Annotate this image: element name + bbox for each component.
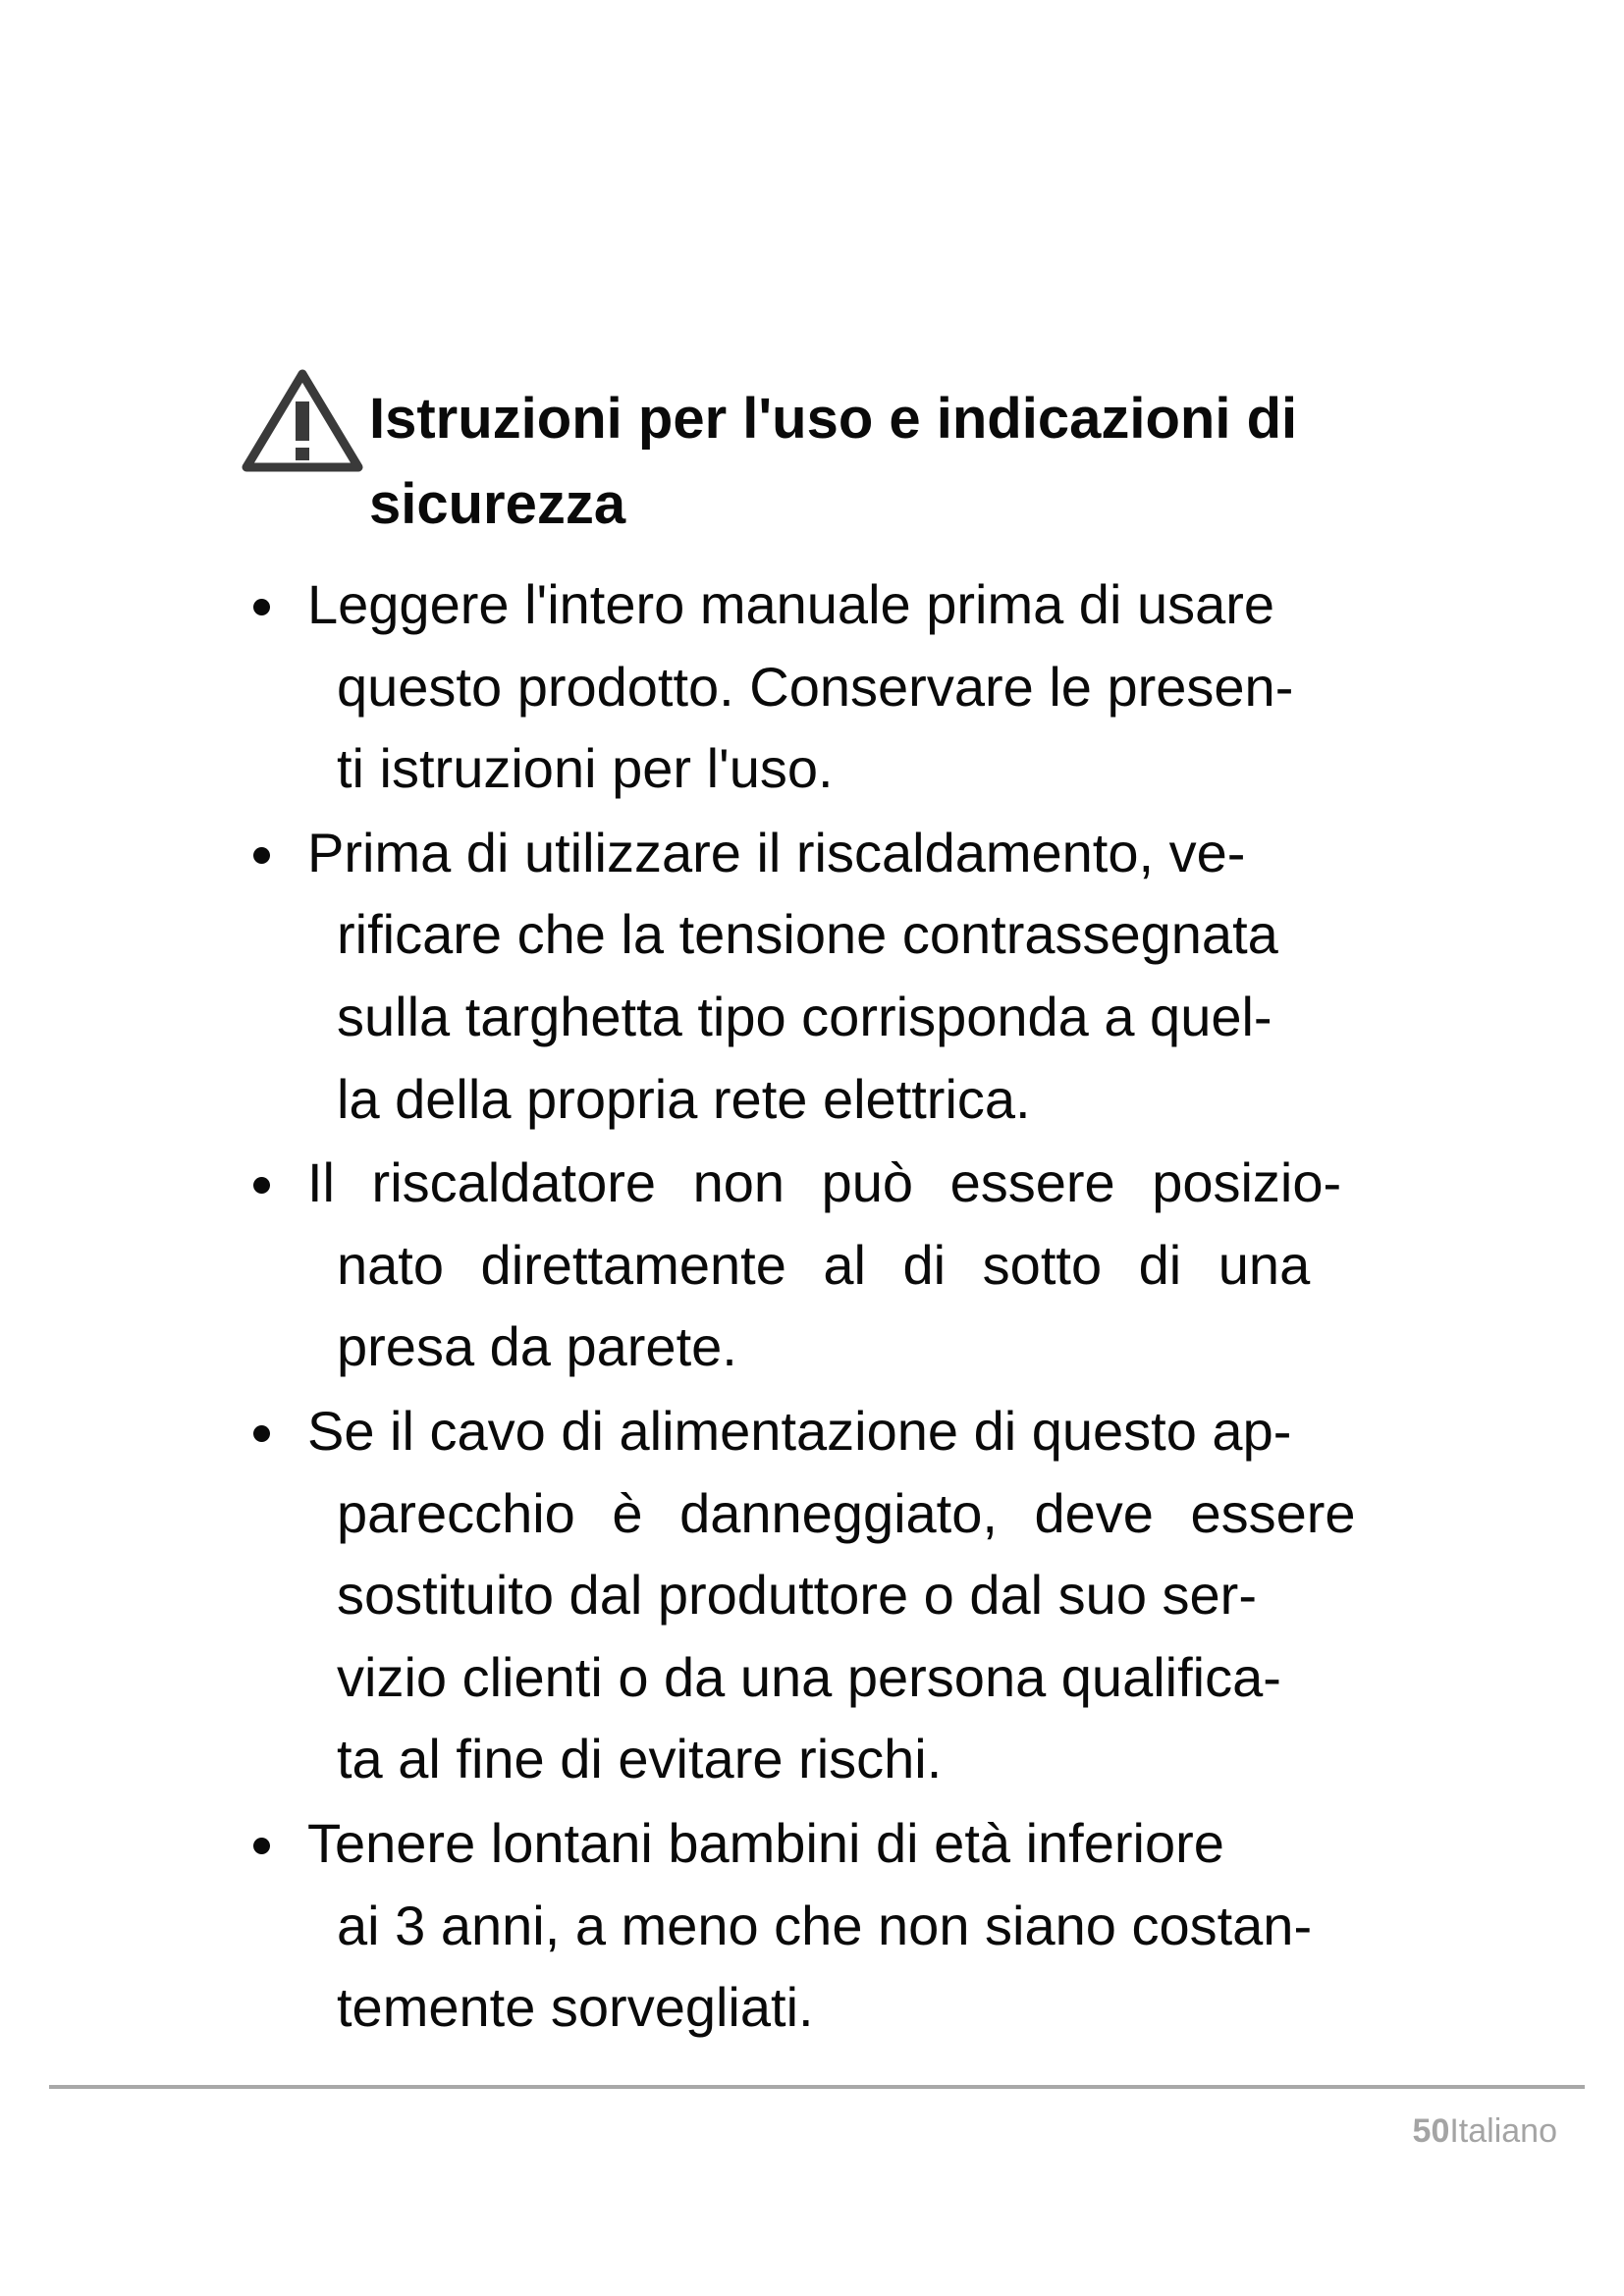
item-line: Leggere l'intero manuale prima di usare: [307, 573, 1275, 635]
bullet-icon: [253, 847, 270, 864]
warning-triangle-icon: [239, 366, 366, 476]
item-line: presa da parete.: [337, 1315, 737, 1378]
item-line: Tenere lontani bambini di età inferiore: [307, 1811, 1224, 1874]
item-line: Prima di utilizzare il riscaldamento, ve-: [307, 821, 1246, 883]
item-line: parecchio è danneggiato, deve essere: [337, 1481, 1356, 1544]
item-line: ta al fine di evitare rischi.: [337, 1728, 943, 1790]
item-line: nato direttamente al di sotto di una: [337, 1233, 1311, 1296]
footer-divider: [49, 2085, 1585, 2089]
item-line: rificare che la tensione contrassegnata: [337, 903, 1278, 966]
item-line: Il riscaldatore non può essere posizio-: [307, 1151, 1342, 1214]
item-line: ai 3 anni, a meno che non siano costan-: [337, 1894, 1313, 1956]
list-item: [244, 1142, 1471, 1388]
item-line: sostituito dal produttore o dal suo ser-: [337, 1564, 1257, 1627]
bullet-icon: [253, 1177, 270, 1194]
item-line: vizio clienti o da una persona qualifica-: [337, 1645, 1281, 1708]
item-line: ti istruzioni per l'uso.: [337, 737, 834, 800]
page-number: 50: [1412, 2112, 1450, 2150]
bullet-icon: [253, 1425, 270, 1442]
item-line: Se il cavo di alimentazione di questo ap-: [307, 1399, 1292, 1462]
section-title: Istruzioni per l'uso e indicazioni di sicurezza: [369, 387, 1298, 536]
list-item: [244, 812, 1471, 1140]
bullet-icon: [253, 599, 270, 615]
bullet-icon: [253, 1838, 270, 1854]
item-line: temente sorvegliati.: [337, 1976, 814, 2039]
list-item: [244, 1802, 1471, 2049]
item-line: la della propria rete elettrica.: [337, 1067, 1031, 1130]
list-item: [244, 563, 1471, 810]
footer-language: Italiano: [1449, 2112, 1557, 2150]
item-line: questo prodotto. Conservare le presen-: [337, 655, 1294, 718]
list-item: [244, 1390, 1471, 1800]
safety-instructions-list: [244, 563, 1471, 2051]
item-line: sulla targhetta tipo corrisponda a quel-: [337, 985, 1272, 1047]
page-footer: [1413, 2112, 1557, 2151]
